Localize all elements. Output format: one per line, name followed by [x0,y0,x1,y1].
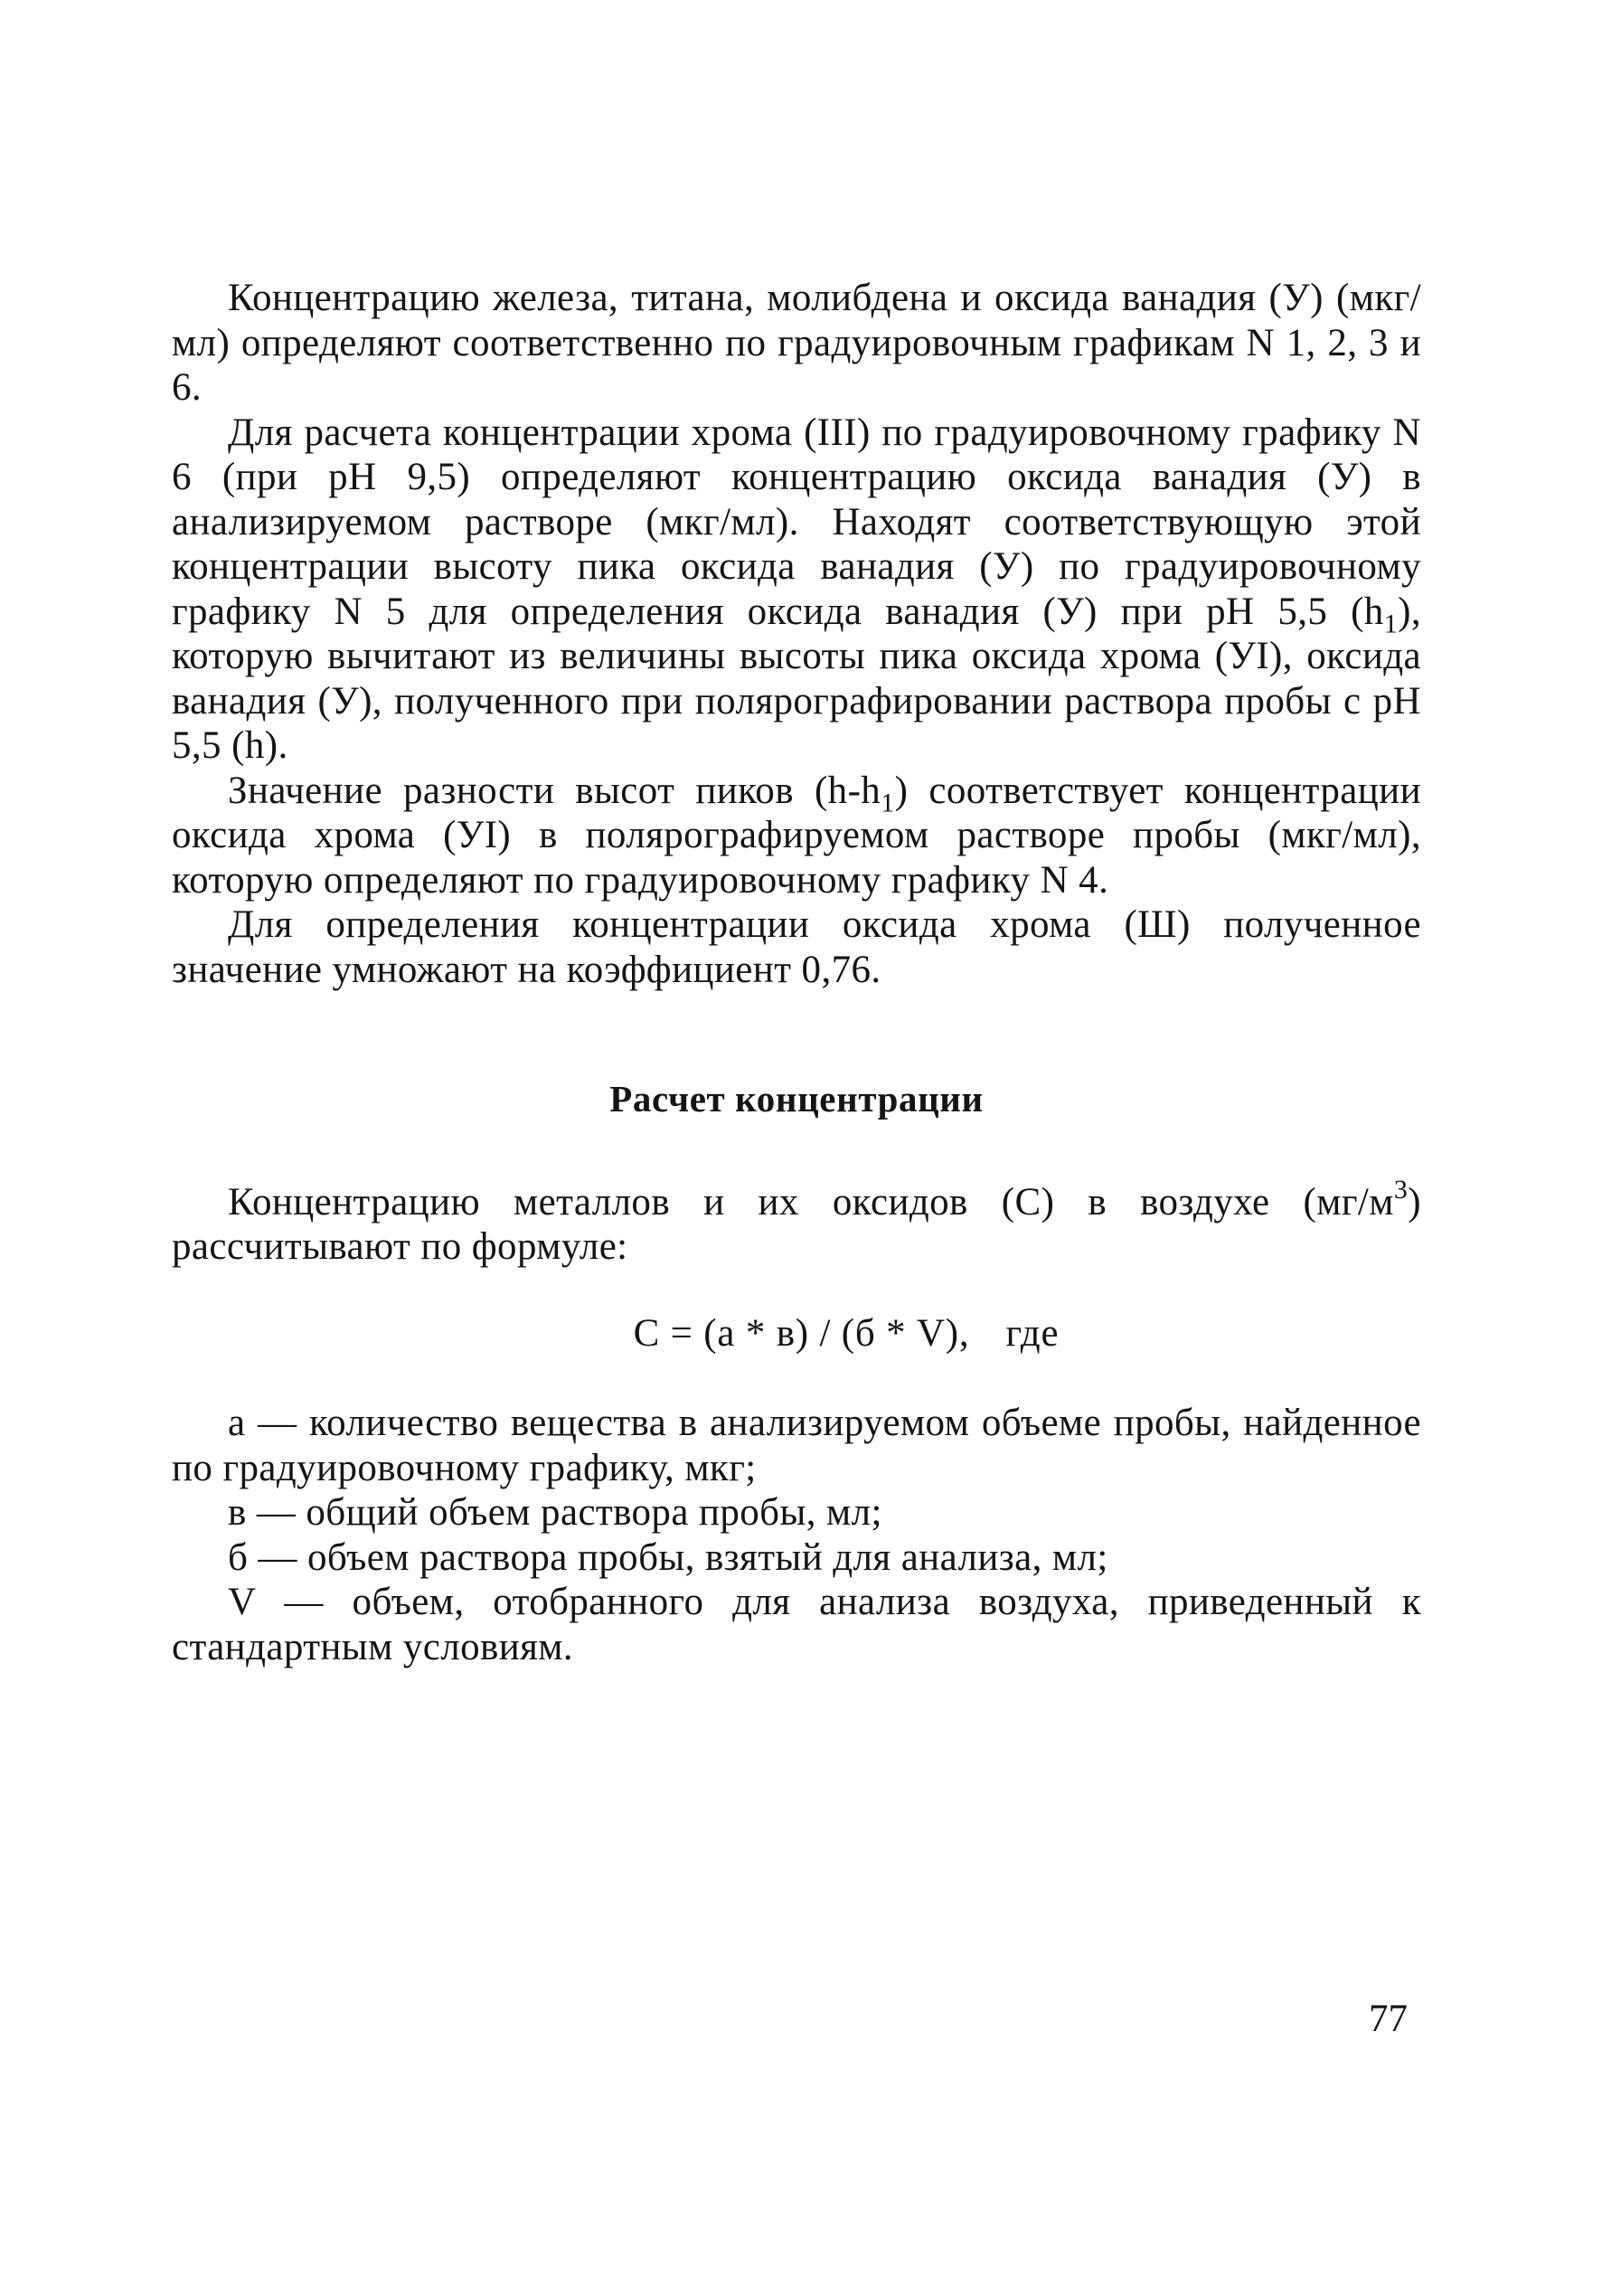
definition-volume: V — объем, отобранного для анализа воздуха, приведенный к стандартным условиям. [172,1581,1421,1668]
superscript: 3 [1393,1175,1409,1205]
formula [172,1311,1421,1356]
definition-a: а — количество вещества в анализируемом объеме пробы, найденное по градуировочному графику, мкг; [172,1402,1421,1489]
subscript: 1 [881,788,895,818]
paragraph-peak-difference [172,769,1421,903]
formula-where: где [1005,1311,1060,1355]
formula-expression: С = (а * в) / (б * V), [633,1311,970,1355]
page-body [172,276,1421,1669]
section-heading: Расчет концентрации [609,1078,984,1120]
paragraph-text: ) рассчитывают по формуле: [172,1180,1421,1268]
definition-b: б — объем раствора пробы, взятый для анализа, мл; [228,1535,1108,1579]
definition-v: в — общий объем раствора пробы, мл; [228,1491,882,1534]
subscript: 1 [1383,609,1399,639]
page-number: 77 [1369,1998,1408,2040]
paragraph-coefficient [172,902,1421,992]
paragraph-iron-titanium [172,276,1421,411]
paragraph-text: Значение разности высот пиков (h-h [228,769,881,812]
formula-intro [172,1175,1421,1270]
paragraph-chromium-iii [172,411,1421,769]
paragraph-text: ), которую вычитают из величины высоты пика оксида хрома (УI), оксида ванадия (У), полученного при полярографировании раствора пробы с pH 5,5 (h). [172,590,1421,767]
paragraph-text: ) соответствует концентрации оксида хрома (УI) в полярографируемом растворе пробы (мкг/мл), которую определяют по градуировочному графику N 4. [172,769,1421,902]
paragraph-text: Для определения концентрации оксида хрома (Ш) полученное значение умножают на коэффициент 0,76. [172,903,1421,991]
paragraph-text: Концентрацию железа, титана, молибдена и оксида ванадия (У) (мкг/мл) определяют соответственно по градуировочным графикам N 1, 2, 3 и 6. [172,277,1421,409]
paragraph-text: Концентрацию металлов и их оксидов (С) в воздухе (мг/м [228,1180,1394,1224]
paragraph-text: Для расчета концентрации хрома (III) по градуировочному графику N 6 (при pH 9,5) определяют концентрацию оксида ванадия (У) в анализируемом растворе (мкг/мл). Находят соответствующую этой концентрации высоту пика оксида ванадия (У) по градуировочному графику N 5 для определения оксида ванадия (У) при pH 5,5 (h [172,411,1421,633]
